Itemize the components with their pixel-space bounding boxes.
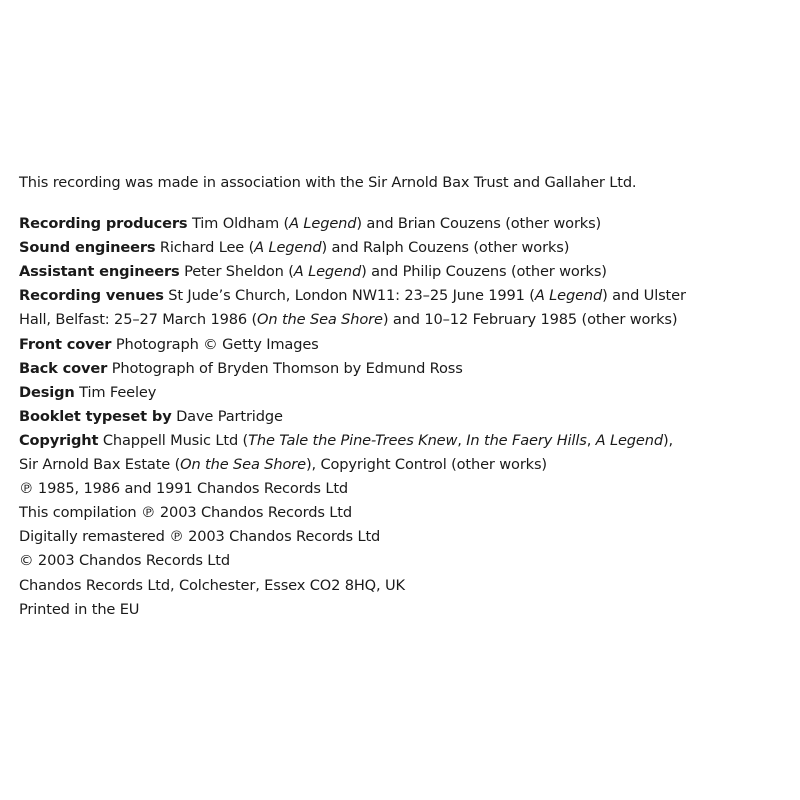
credit-label: Booklet typeset by [19,407,172,425]
work-title: A Legend [254,239,322,257]
work-title: A Legend [595,431,663,449]
credit-label: Design [19,383,75,401]
publisher-notices [19,477,789,622]
credit-text: ), [662,431,674,449]
credit-text: , [457,431,467,449]
credit-text: Photograph © Getty Images [111,335,319,353]
credit-text: ) and Philip Couzens (other works) [361,263,607,281]
credit-text: Richard Lee ( [155,239,255,257]
work-title: The Tale the Pine-Trees Knew [248,431,458,449]
credits-list [19,212,789,477]
credit-label: Copyright [19,431,99,449]
credit-copyright [19,429,789,477]
credit-text: Tim Feeley [74,383,157,401]
credit-assistant-engineers [19,260,789,284]
credit-line [19,429,789,453]
credit-text: Dave Partridge [171,407,283,425]
credit-design [19,381,789,405]
copyright-notice: © 2003 Chandos Records Ltd [19,552,230,570]
credit-line [19,284,789,308]
compilation-notice: This compilation ℗ 2003 Chandos Records Ltd [19,504,352,522]
credit-booklet-typeset [19,405,789,429]
credit-recording-venues [19,284,789,332]
work-title: On the Sea Shore [257,311,383,329]
credit-text: Tim Oldham ( [187,215,290,233]
credit-text: ), Copyright Control (other works) [305,456,547,474]
credit-text: ) and Ralph Couzens (other works) [321,239,570,257]
credit-label: Recording venues [19,287,164,305]
credit-text: , [586,431,596,449]
printed-in: Printed in the EU [19,600,140,618]
work-title: In the Faery Hills [466,431,587,449]
credit-front-cover [19,333,789,357]
credit-label: Assistant engineers [19,263,180,281]
work-title: A Legend [289,215,357,233]
credit-sound-engineers [19,236,789,260]
work-title: On the Sea Shore [180,456,306,474]
credit-label: Front cover [19,335,112,353]
credit-text: Hall, Belfast: 25–27 March 1986 ( [19,311,258,329]
credit-text: Chappell Music Ltd ( [98,431,249,449]
credit-recording-producers [19,212,789,236]
remaster-notice: Digitally remastered ℗ 2003 Chandos Records Ltd [19,528,381,546]
credit-text: Peter Sheldon ( [179,263,294,281]
credit-back-cover [19,357,789,381]
credit-text: Photograph of Bryden Thomson by Edmund Ross [107,359,463,377]
publisher-address: Chandos Records Ltd, Colchester, Essex CO2 8HQ, UK [19,576,405,594]
credit-text: St Jude’s Church, London NW11: 23–25 June 1991 ( [163,287,535,305]
work-title: A Legend [293,263,362,281]
credits-page [19,171,789,622]
work-title: A Legend [534,287,603,305]
credit-text: ) and Ulster [602,287,686,305]
credit-line [19,308,789,332]
credit-label: Back cover [19,359,108,377]
intro-statement: This recording was made in association with the Sir Arnold Bax Trust and Gallaher Ltd. [19,174,637,191]
credit-text: ) and 10–12 February 1985 (other works) [382,311,678,329]
credit-text: ) and Brian Couzens (other works) [356,215,602,233]
credit-text: Sir Arnold Bax Estate ( [19,456,181,474]
phonogram-notice: ℗ 1985, 1986 and 1991 Chandos Records Ltd [19,480,349,498]
credit-label: Recording producers [19,215,188,233]
credit-label: Sound engineers [19,239,156,257]
credit-line [19,453,789,477]
